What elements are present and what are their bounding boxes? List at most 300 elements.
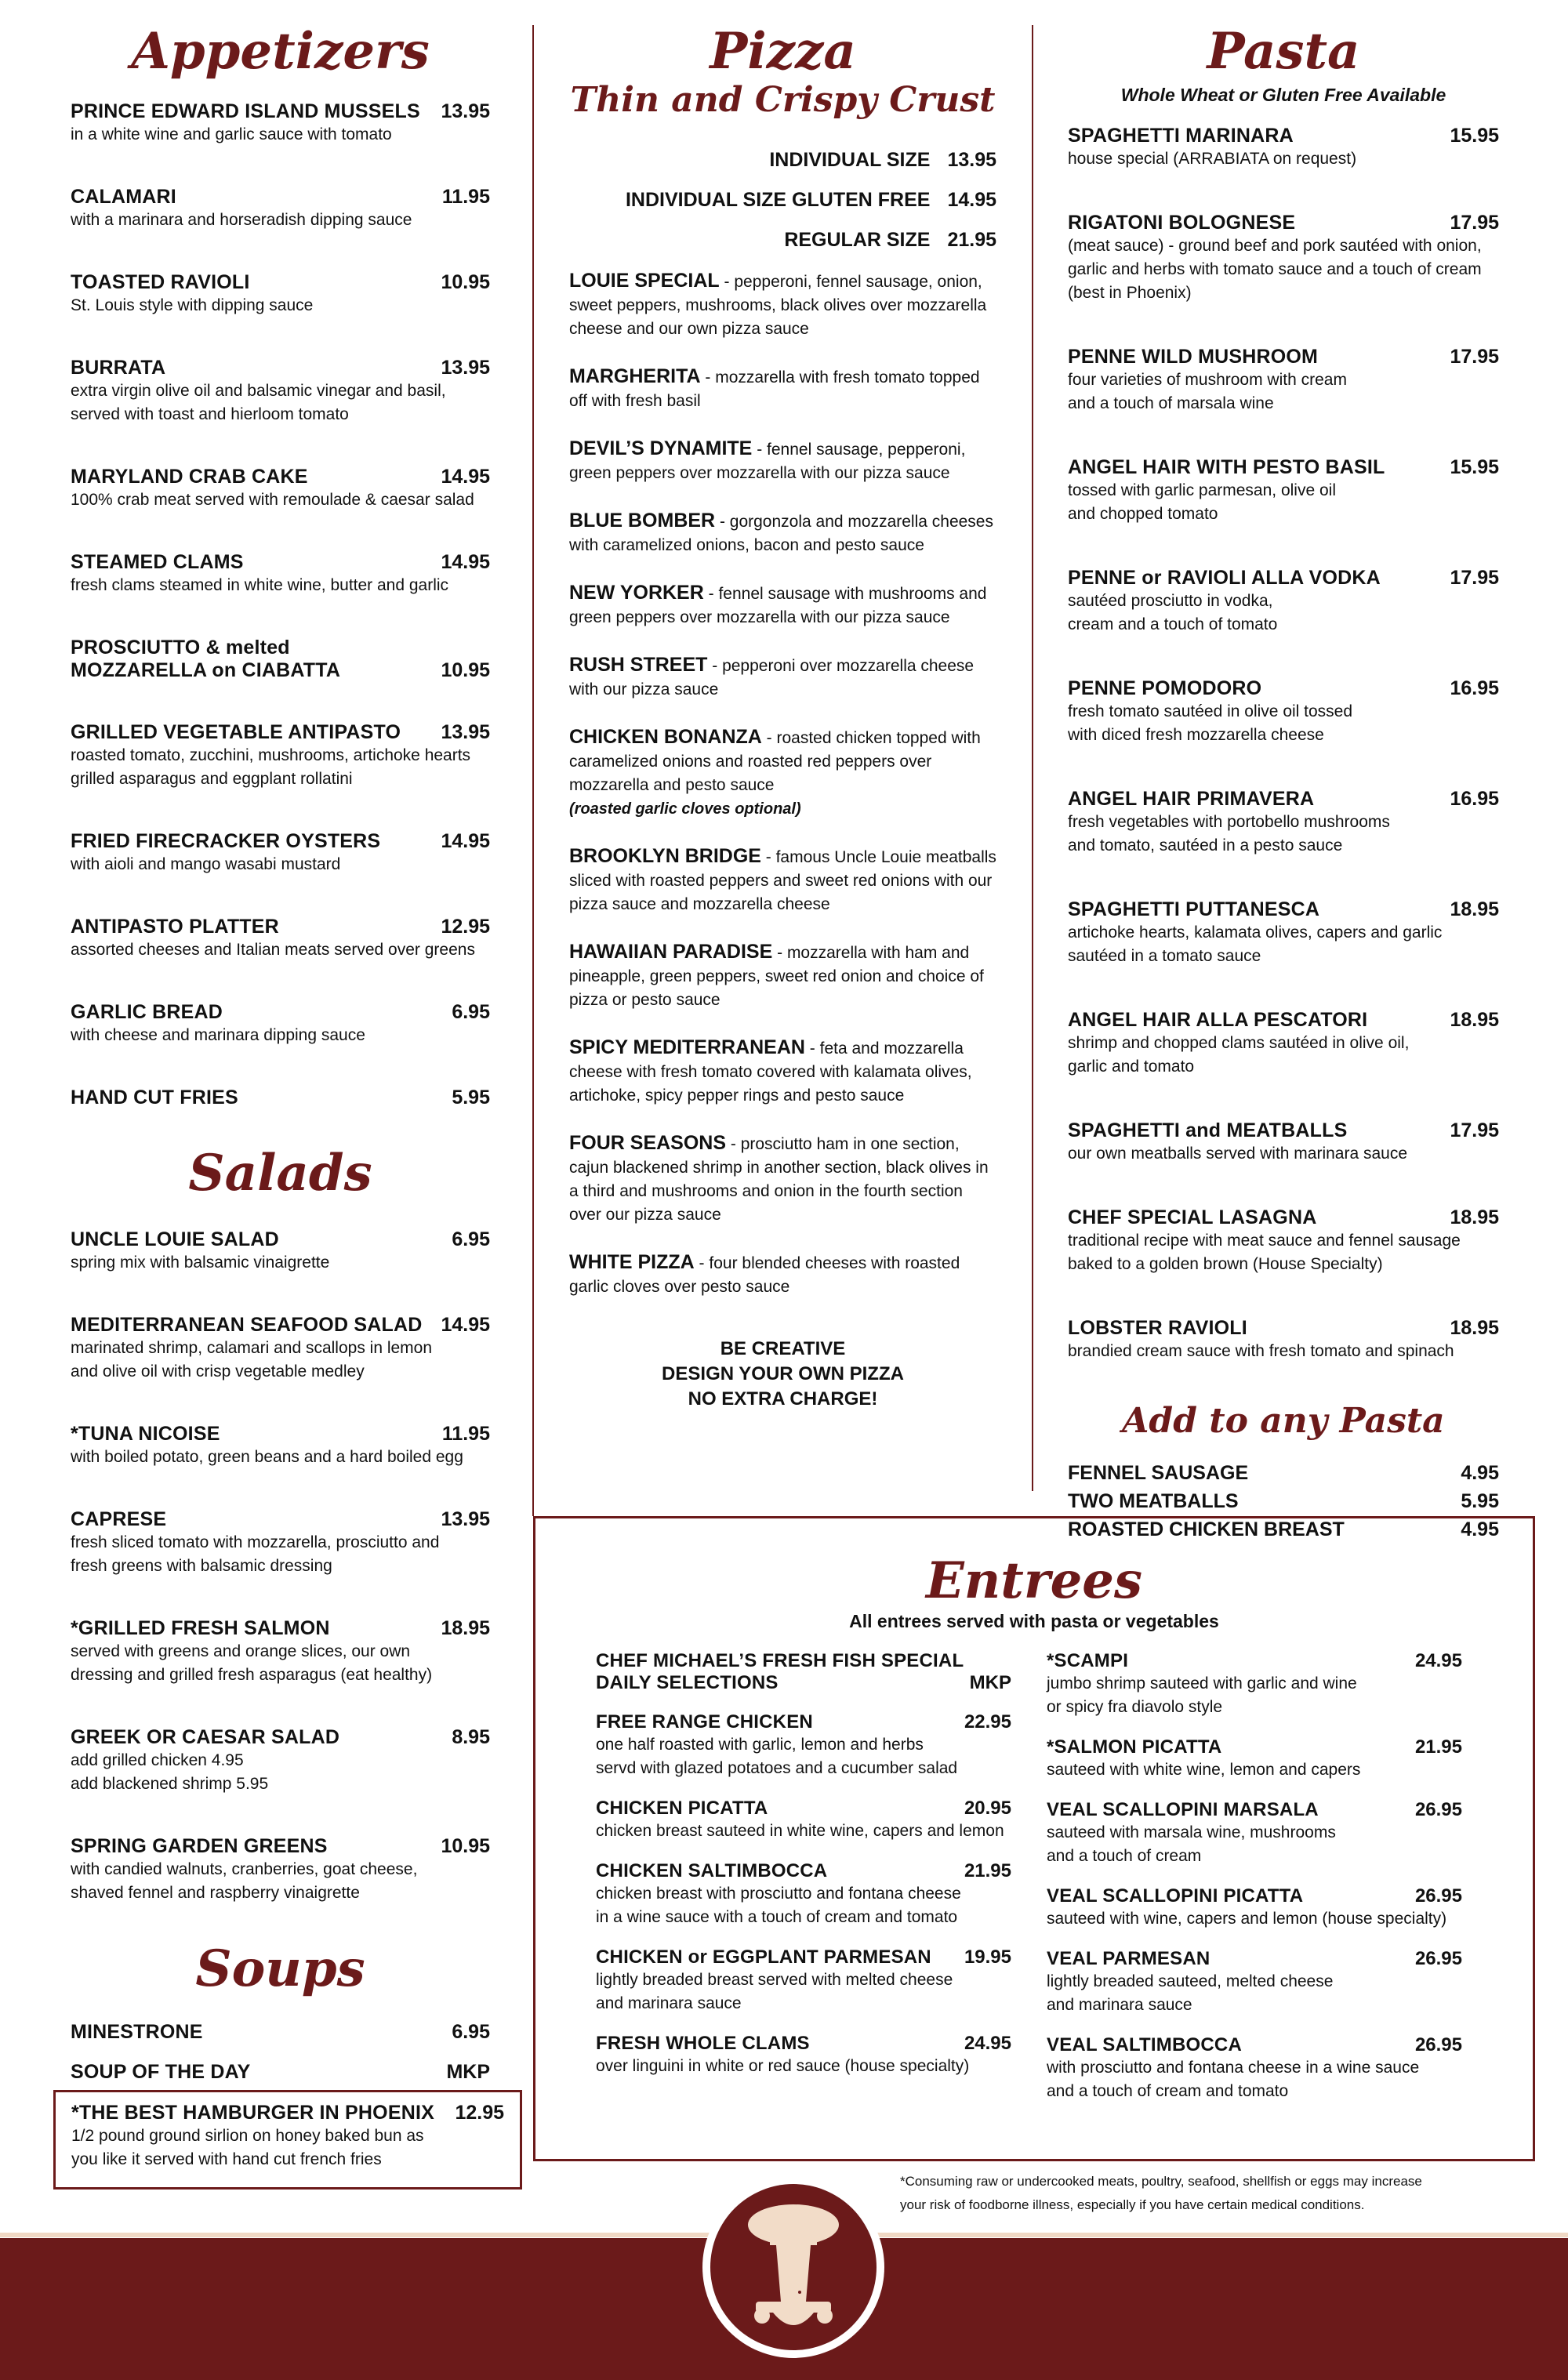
item-description: brandied cream sauce with fresh tomato and spinach bbox=[1068, 1342, 1454, 1360]
item-row bbox=[1047, 1799, 1462, 1821]
item-description: with aioli and mango wasabi mustard bbox=[71, 855, 341, 873]
pizza-sizes bbox=[569, 149, 996, 252]
item-description: sauteed with wine, capers and lemon (house specialty) bbox=[1047, 1910, 1447, 1928]
burger-box bbox=[53, 2090, 522, 2190]
item-price: 18.95 bbox=[1450, 898, 1499, 920]
pizza-column bbox=[569, 0, 996, 1412]
pizza-size-label: INDIVIDUAL SIZE GLUTEN FREE bbox=[625, 189, 931, 211]
item-name: VEAL SALTIMBOCCA bbox=[1047, 2034, 1242, 2055]
pizza-item bbox=[569, 269, 996, 341]
item-name: CHICKEN SALTIMBOCCA bbox=[596, 1860, 828, 1881]
chef-figure bbox=[710, 2184, 877, 2350]
entree-item bbox=[596, 1860, 1011, 1929]
item-description: roasted tomato, zucchini, mushrooms, artichoke hearts bbox=[71, 746, 471, 764]
item-price: 15.95 bbox=[1450, 125, 1499, 147]
item-price: 6.95 bbox=[452, 1228, 490, 1250]
item-name: ANGEL HAIR WITH PESTO BASIL bbox=[1068, 456, 1385, 478]
pasta-heading: Pasta bbox=[1207, 22, 1360, 81]
menu-item bbox=[71, 1423, 490, 1469]
item-description: with boiled potato, green beans and a hard boiled egg bbox=[71, 1448, 463, 1466]
pizza-size-price: 14.95 bbox=[947, 189, 996, 211]
item-name: FREE RANGE CHICKEN bbox=[596, 1711, 813, 1732]
item-price: 18.95 bbox=[441, 1617, 490, 1639]
item-description: garlic and tomato bbox=[1068, 1058, 1195, 1076]
item-description: sauteed with marsala wine, mushrooms bbox=[1047, 1823, 1336, 1841]
add-on-price: 4.95 bbox=[1461, 1462, 1499, 1484]
menu-item bbox=[71, 2061, 490, 2084]
item-price: 18.95 bbox=[1450, 1009, 1499, 1031]
pasta-subtitle: Whole Wheat or Gluten Free Available bbox=[1120, 85, 1446, 105]
pizza-size-price: 13.95 bbox=[947, 149, 996, 171]
item-row bbox=[71, 1228, 490, 1251]
pizza-name: BROOKLYN BRIDGE bbox=[569, 845, 761, 867]
pizza-item bbox=[569, 365, 996, 413]
item-price: 5.95 bbox=[452, 1087, 490, 1108]
item-description: lightly breaded sauteed, melted cheese bbox=[1047, 1972, 1334, 1990]
entree-item bbox=[596, 1711, 1011, 1780]
disclaimer-line: your risk of foodborne illness, especially if you have certain medical conditions. bbox=[900, 2197, 1365, 2212]
item-row bbox=[596, 1798, 1011, 1819]
pizza-heading: Pizza bbox=[710, 22, 856, 81]
item-row bbox=[1068, 788, 1499, 811]
entree-item bbox=[596, 1650, 1011, 1694]
pizza-item bbox=[569, 653, 996, 702]
item-row bbox=[596, 1860, 1011, 1882]
item-row bbox=[1068, 677, 1499, 700]
menu-item bbox=[71, 830, 490, 876]
menu-item bbox=[71, 1726, 490, 1796]
pizza-list bbox=[569, 269, 996, 1299]
item-description: served with greens and orange slices, our own bbox=[71, 1642, 411, 1660]
item-name: BURRATA bbox=[71, 357, 166, 379]
entree-item bbox=[596, 1946, 1011, 2015]
item-name: STEAMED CLAMS bbox=[71, 551, 244, 573]
menu-item bbox=[71, 466, 490, 512]
item-name: ANGEL HAIR PRIMAVERA bbox=[1068, 788, 1315, 810]
pizza-description: - fennel sausage with mushrooms and green peppers over mozzarella with our pizza sauce bbox=[569, 585, 987, 626]
pizza-item bbox=[569, 1250, 996, 1299]
menu-item bbox=[71, 1001, 490, 1047]
entree-item bbox=[1047, 1650, 1462, 1719]
item-name: SOUP OF THE DAY bbox=[71, 2061, 251, 2083]
item-row bbox=[71, 357, 490, 379]
item-name: SPRING GARDEN GREENS bbox=[71, 1835, 328, 1857]
disclaimer-line: *Consuming raw or undercooked meats, poultry, seafood, shellfish or eggs may increase bbox=[900, 2174, 1422, 2189]
item-description: and olive oil with crisp vegetable medley bbox=[71, 1362, 365, 1380]
item-row bbox=[1068, 1317, 1499, 1340]
pizza-item bbox=[569, 437, 996, 485]
pizza-description: - feta and mozzarella cheese with fresh tomato covered with kalamata olives, artichoke, spicy pepper rings and pesto sauce bbox=[569, 1039, 972, 1105]
item-row bbox=[71, 186, 490, 209]
item-name: VEAL PARMESAN bbox=[1047, 1948, 1210, 1969]
item-description: marinated shrimp, calamari and scallops in lemon bbox=[71, 1339, 433, 1357]
item-row bbox=[71, 2061, 490, 2084]
item-price: 13.95 bbox=[441, 721, 490, 743]
item-name: ANGEL HAIR ALLA PESCATORI bbox=[1068, 1009, 1368, 1031]
item-name: *SCAMPI bbox=[1047, 1650, 1129, 1671]
add-to-pasta-heading: Add to any Pasta bbox=[1122, 1401, 1445, 1441]
pizza-description: - pepperoni over mozzarella cheese with our pizza sauce bbox=[569, 657, 975, 698]
item-description: over linguini in white or red sauce (house specialty) bbox=[596, 2057, 970, 2075]
item-description: spring mix with balsamic vinaigrette bbox=[71, 1253, 330, 1272]
item-price: 10.95 bbox=[441, 271, 490, 293]
pizza-name: SPICY MEDITERRANEAN bbox=[569, 1036, 805, 1058]
item-price: MKP bbox=[969, 1672, 1011, 1693]
item-price: 26.95 bbox=[1414, 1885, 1462, 1907]
item-row bbox=[71, 1617, 490, 1640]
item-row bbox=[71, 1423, 490, 1446]
item-price: 11.95 bbox=[441, 1423, 490, 1445]
pizza-item bbox=[569, 1036, 996, 1108]
item-name: PENNE POMODORO bbox=[1068, 677, 1262, 699]
item-description: chicken breast sauteed in white wine, capers and lemon bbox=[596, 1822, 1004, 1840]
item-name: PENNE WILD MUSHROOM bbox=[1068, 346, 1319, 368]
item-description: and marinara sauce bbox=[1047, 1996, 1192, 2014]
item-row bbox=[71, 830, 490, 853]
item-description: lightly breaded breast served with melted cheese bbox=[596, 1971, 953, 1989]
item-description: and chopped tomato bbox=[1068, 505, 1218, 523]
item-description: St. Louis style with dipping sauce bbox=[71, 296, 314, 314]
pasta-list bbox=[1068, 125, 1499, 1363]
item-price: 13.95 bbox=[441, 357, 490, 379]
item-description: dressing and grilled fresh asparagus (eat healthy) bbox=[71, 1666, 433, 1684]
burger-name: *THE BEST HAMBURGER IN PHOENIX bbox=[71, 2102, 434, 2124]
item-price: 26.95 bbox=[1414, 2034, 1462, 2055]
burger-desc: 1/2 pound ground sirlion on honey baked bun as bbox=[71, 2127, 424, 2145]
item-row bbox=[1047, 1885, 1462, 1907]
item-description: tossed with garlic parmesan, olive oil bbox=[1068, 481, 1336, 499]
item-name: CHICKEN PICATTA bbox=[596, 1798, 768, 1819]
pizza-item bbox=[569, 940, 996, 1012]
item-price: 17.95 bbox=[1450, 567, 1499, 589]
item-name: TOASTED RAVIOLI bbox=[71, 271, 250, 293]
item-row bbox=[71, 466, 490, 488]
item-row bbox=[596, 2033, 1011, 2055]
entree-item bbox=[1047, 1948, 1462, 2017]
menu-item bbox=[71, 1228, 490, 1275]
entrees-subtitle: All entrees served with pasta or vegetables bbox=[849, 1611, 1219, 1631]
entrees-box bbox=[533, 1516, 1535, 2161]
item-description: shaved fennel and raspberry vinaigrette bbox=[71, 1884, 360, 1902]
menu-item bbox=[1068, 788, 1499, 858]
entree-item bbox=[1047, 1736, 1462, 1782]
item-row bbox=[1047, 1948, 1462, 1970]
item-price: 10.95 bbox=[441, 1835, 490, 1857]
add-on-price: 5.95 bbox=[1461, 1490, 1499, 1512]
item-row bbox=[71, 916, 490, 938]
item-description: traditional recipe with meat sauce and fennel sausage bbox=[1068, 1232, 1461, 1250]
item-row bbox=[71, 721, 490, 744]
pizza-item bbox=[569, 844, 996, 916]
be-creative-note bbox=[569, 1337, 996, 1412]
pizza-size-label: INDIVIDUAL SIZE bbox=[769, 149, 931, 171]
item-description: with diced fresh mozzarella cheese bbox=[1068, 726, 1324, 744]
add-on-row bbox=[1068, 1459, 1499, 1487]
column-divider bbox=[532, 25, 534, 1516]
item-row bbox=[1068, 898, 1499, 921]
menu-item bbox=[71, 357, 490, 426]
pizza-size-label: REGULAR SIZE bbox=[784, 229, 931, 251]
salads-heading: Salads bbox=[188, 1144, 372, 1203]
pizza-name: LOUIE SPECIAL bbox=[569, 270, 720, 292]
item-description: fresh vegetables with portobello mushrooms bbox=[1068, 813, 1390, 831]
pizza-description: - mozzarella with fresh tomato topped off with fresh basil bbox=[569, 368, 980, 410]
item-price: 17.95 bbox=[1450, 346, 1499, 368]
menu-item bbox=[1068, 1119, 1499, 1166]
pizza-name: MARGHERITA bbox=[569, 365, 701, 387]
item-name: MEDITERRANEAN SEAFOOD SALAD bbox=[71, 1314, 423, 1336]
be-creative-line: BE CREATIVE bbox=[720, 1338, 846, 1359]
salads-list bbox=[71, 1228, 490, 1905]
item-description: house special (ARRABIATA on request) bbox=[1068, 150, 1357, 168]
pizza-item bbox=[569, 725, 996, 821]
food-safety-disclaimer bbox=[900, 2170, 1496, 2217]
item-row bbox=[71, 1087, 490, 1109]
item-price: 12.95 bbox=[441, 916, 490, 938]
item-description: with candied walnuts, cranberries, goat cheese, bbox=[71, 1860, 418, 1878]
item-name: LOBSTER RAVIOLI bbox=[1068, 1317, 1247, 1339]
pizza-description: - pepperoni, fennel sausage, onion, sweet peppers, mushrooms, black olives over mozzarella cheese and our own pizza sauce bbox=[569, 273, 987, 338]
pizza-name: DEVIL’S DYNAMITE bbox=[569, 437, 753, 459]
item-description: garlic and herbs with tomato sauce and a touch of cream bbox=[1068, 260, 1482, 278]
item-description: with cheese and marinara dipping sauce bbox=[71, 1026, 365, 1044]
item-name: GRILLED VEGETABLE ANTIPASTO bbox=[71, 721, 401, 743]
item-name: VEAL SCALLOPINI PICATTA bbox=[1047, 1885, 1304, 1907]
menu-item bbox=[71, 271, 490, 317]
item-description: grilled asparagus and eggplant rollatini bbox=[71, 770, 353, 788]
item-row bbox=[71, 100, 490, 123]
pizza-name: RUSH STREET bbox=[569, 654, 708, 676]
item-description: served with toast and hierloom tomato bbox=[71, 405, 349, 423]
item-row bbox=[596, 1711, 1011, 1733]
item-description: 100% crab meat served with remoulade & caesar salad bbox=[71, 491, 474, 509]
item-name: UNCLE LOUIE SALAD bbox=[71, 1228, 279, 1250]
item-description: baked to a golden brown (House Specialty) bbox=[1068, 1255, 1383, 1273]
pizza-description: - mozzarella with ham and pineapple, green peppers, sweet red onion and choice of pizza or pesto sauce bbox=[569, 944, 984, 1009]
item-price: 10.95 bbox=[441, 659, 490, 681]
menu-item bbox=[71, 637, 490, 682]
menu-item bbox=[71, 1508, 490, 1578]
add-on-name: ROASTED CHICKEN BREAST bbox=[1068, 1518, 1345, 1540]
item-description: and a touch of cream and tomato bbox=[1047, 2082, 1289, 2100]
pizza-description: - gorgonzola and mozzarella cheeses with caramelized onions, bacon and pesto sauce bbox=[569, 513, 993, 554]
menu-item bbox=[1068, 1317, 1499, 1363]
column-divider bbox=[1032, 25, 1033, 1491]
item-price: 19.95 bbox=[964, 1946, 1011, 1968]
item-description: and marinara sauce bbox=[596, 1994, 742, 2012]
menu-item bbox=[71, 1617, 490, 1687]
entree-item bbox=[1047, 2034, 1462, 2103]
item-description: jumbo shrimp sauteed with garlic and wine bbox=[1047, 1674, 1357, 1692]
menu-item bbox=[71, 916, 490, 962]
item-description: fresh sliced tomato with mozzarella, prosciutto and bbox=[71, 1533, 440, 1551]
appetizers-column bbox=[71, 0, 490, 2101]
pizza-name: NEW YORKER bbox=[569, 582, 704, 604]
item-description: fresh clams steamed in white wine, butter and garlic bbox=[71, 576, 449, 594]
item-description: and a touch of marsala wine bbox=[1068, 394, 1274, 412]
item-row bbox=[71, 1726, 490, 1749]
pizza-name: CHICKEN BONANZA bbox=[569, 726, 762, 748]
menu-item bbox=[1068, 898, 1499, 968]
item-name: CAPRESE bbox=[71, 1508, 167, 1530]
chef-mascot-icon bbox=[702, 2176, 884, 2358]
item-price: 14.95 bbox=[441, 830, 490, 852]
item-price: 14.95 bbox=[441, 551, 490, 573]
pizza-note: (roasted garlic cloves optional) bbox=[569, 800, 801, 818]
item-row bbox=[71, 2021, 490, 2044]
item-name: HAND CUT FRIES bbox=[71, 1087, 238, 1108]
item-name: GREEK OR CAESAR SALAD bbox=[71, 1726, 340, 1748]
item-row bbox=[1068, 1119, 1499, 1142]
add-on-row bbox=[1068, 1487, 1499, 1515]
pasta-column bbox=[1068, 0, 1499, 1544]
item-price: 22.95 bbox=[964, 1711, 1011, 1732]
item-row bbox=[71, 271, 490, 294]
menu-item bbox=[1068, 1009, 1499, 1079]
item-name: MOZZARELLA on CIABATTA bbox=[71, 659, 341, 681]
item-description: four varieties of mushroom with cream bbox=[1068, 371, 1347, 389]
menu-item bbox=[1068, 125, 1499, 171]
item-row bbox=[1068, 346, 1499, 368]
item-description: and a touch of cream bbox=[1047, 1847, 1202, 1865]
item-price: 20.95 bbox=[964, 1798, 1011, 1819]
item-description: add blackened shrimp 5.95 bbox=[71, 1775, 269, 1793]
item-name: VEAL SCALLOPINI MARSALA bbox=[1047, 1799, 1319, 1820]
item-name: CALAMARI bbox=[71, 186, 176, 208]
menu-item bbox=[71, 2021, 490, 2044]
item-description: in a white wine and garlic sauce with tomato bbox=[71, 125, 392, 143]
pizza-description: - famous Uncle Louie meatballs sliced with roasted peppers and sweet red onions with our pizza sauce and mozzarella cheese bbox=[569, 848, 996, 913]
item-description: assorted cheeses and Italian meats served over greens bbox=[71, 941, 475, 959]
item-name: PRINCE EDWARD ISLAND MUSSELS bbox=[71, 100, 420, 122]
item-price: 13.95 bbox=[441, 1508, 490, 1530]
item-description: chicken breast with prosciutto and fontana cheese bbox=[596, 1885, 961, 1903]
item-description: cream and a touch of tomato bbox=[1068, 615, 1278, 633]
item-price: 11.95 bbox=[441, 186, 490, 208]
item-description: with a marinara and horseradish dipping sauce bbox=[71, 211, 412, 229]
entree-item bbox=[596, 2033, 1011, 2078]
item-description: (meat sauce) - ground beef and pork sautéed with onion, bbox=[1068, 237, 1482, 255]
appetizers-heading: Appetizers bbox=[131, 22, 430, 81]
item-row bbox=[1068, 1206, 1499, 1229]
pizza-size-price: 21.95 bbox=[947, 229, 996, 251]
item-description: fresh tomato sautéed in olive oil tossed bbox=[1068, 702, 1353, 720]
menu-item bbox=[1068, 212, 1499, 305]
item-description: extra virgin olive oil and balsamic vinegar and basil, bbox=[71, 382, 446, 400]
pizza-name: WHITE PIZZA bbox=[569, 1251, 695, 1273]
be-creative-line: NO EXTRA CHARGE! bbox=[688, 1388, 878, 1409]
pizza-name: FOUR SEASONS bbox=[569, 1132, 727, 1154]
item-description: sautéed in a tomato sauce bbox=[1068, 947, 1261, 965]
item-row bbox=[1068, 456, 1499, 479]
item-row bbox=[71, 1508, 490, 1531]
item-price: 8.95 bbox=[452, 1726, 490, 1748]
item-name: CHICKEN or EGGPLANT PARMESAN bbox=[596, 1946, 931, 1968]
item-price: 13.95 bbox=[441, 100, 490, 122]
item-name: CHEF SPECIAL LASAGNA bbox=[1068, 1206, 1317, 1228]
item-price: 26.95 bbox=[1414, 1948, 1462, 1969]
be-creative-line: DESIGN YOUR OWN PIZZA bbox=[662, 1363, 904, 1384]
item-description: shrimp and chopped clams sautéed in olive oil, bbox=[1068, 1034, 1410, 1052]
item-name: PROSCIUTTO & melted bbox=[71, 637, 290, 658]
item-description: or spicy fra diavolo style bbox=[1047, 1698, 1223, 1716]
menu-item bbox=[1068, 456, 1499, 526]
item-price: 26.95 bbox=[1414, 1799, 1462, 1820]
item-row bbox=[71, 1835, 490, 1858]
item-name: FRIED FIRECRACKER OYSTERS bbox=[71, 830, 381, 852]
menu-item bbox=[1068, 567, 1499, 637]
menu-item bbox=[1068, 346, 1499, 415]
item-row bbox=[71, 659, 490, 682]
add-on-price: 4.95 bbox=[1461, 1518, 1499, 1540]
item-price: 17.95 bbox=[1450, 1119, 1499, 1141]
item-description: artichoke hearts, kalamata olives, capers and garlic bbox=[1068, 923, 1443, 941]
item-name: ANTIPASTO PLATTER bbox=[71, 916, 279, 938]
item-name: MARYLAND CRAB CAKE bbox=[71, 466, 308, 488]
item-description: our own meatballs served with marinara sauce bbox=[1068, 1145, 1408, 1163]
entree-item bbox=[596, 1798, 1011, 1843]
menu-item bbox=[1068, 1206, 1499, 1276]
item-description: sautéed prosciutto in vodka, bbox=[1068, 592, 1273, 610]
menu-item bbox=[71, 1835, 490, 1905]
item-price: 15.95 bbox=[1450, 456, 1499, 478]
item-price: 14.95 bbox=[441, 466, 490, 488]
burger-price: 12.95 bbox=[455, 2102, 504, 2124]
soups-list bbox=[71, 2021, 490, 2084]
entree-item bbox=[1047, 1799, 1462, 1868]
entrees-heading: Entrees bbox=[925, 1551, 1143, 1610]
burger-desc: you like it served with hand cut french fries bbox=[71, 2150, 382, 2168]
item-name: SPAGHETTI MARINARA bbox=[1068, 125, 1294, 147]
item-name: CHEF MICHAEL’S FRESH FISH SPECIAL bbox=[596, 1650, 964, 1671]
menu-item bbox=[71, 721, 490, 791]
pizza-size-row bbox=[569, 189, 996, 212]
logo-disc bbox=[710, 2184, 877, 2350]
menu-item bbox=[71, 1087, 490, 1109]
item-row bbox=[1068, 567, 1499, 590]
item-description: sauteed with white wine, lemon and capers bbox=[1047, 1761, 1361, 1779]
soups-heading: Soups bbox=[195, 1939, 365, 1998]
item-name: PENNE or RAVIOLI ALLA VODKA bbox=[1068, 567, 1381, 589]
pizza-description: - prosciutto ham in one section, cajun blackened shrimp in another section, black olives in a third and mushrooms and onion in the fourth section over our pizza sauce bbox=[569, 1135, 989, 1224]
item-name: *SALMON PICATTA bbox=[1047, 1736, 1222, 1758]
item-price: 18.95 bbox=[1450, 1317, 1499, 1339]
pizza-size-row bbox=[569, 149, 996, 172]
item-row bbox=[1068, 1009, 1499, 1032]
item-price: 16.95 bbox=[1450, 788, 1499, 810]
item-description: (best in Phoenix) bbox=[1068, 284, 1192, 302]
item-price: 18.95 bbox=[1450, 1206, 1499, 1228]
pizza-name: BLUE BOMBER bbox=[569, 510, 716, 532]
item-row bbox=[1068, 212, 1499, 234]
item-price: MKP bbox=[446, 2061, 490, 2083]
item-price: 14.95 bbox=[441, 1314, 490, 1336]
pizza-name: HAWAIIAN PARADISE bbox=[569, 941, 773, 963]
item-name: DAILY SELECTIONS bbox=[596, 1672, 779, 1693]
item-description: one half roasted with garlic, lemon and herbs bbox=[596, 1736, 924, 1754]
item-row bbox=[1047, 2034, 1462, 2056]
item-row bbox=[71, 551, 490, 574]
menu-item bbox=[1068, 677, 1499, 747]
item-description: add grilled chicken 4.95 bbox=[71, 1751, 244, 1769]
pizza-item bbox=[569, 1131, 996, 1227]
item-price: 24.95 bbox=[964, 2033, 1011, 2054]
item-price: 6.95 bbox=[452, 2021, 490, 2043]
pizza-item bbox=[569, 509, 996, 557]
item-description: fresh greens with balsamic dressing bbox=[71, 1557, 332, 1575]
entrees-left-column bbox=[596, 1650, 1011, 2095]
menu-item bbox=[71, 186, 490, 232]
